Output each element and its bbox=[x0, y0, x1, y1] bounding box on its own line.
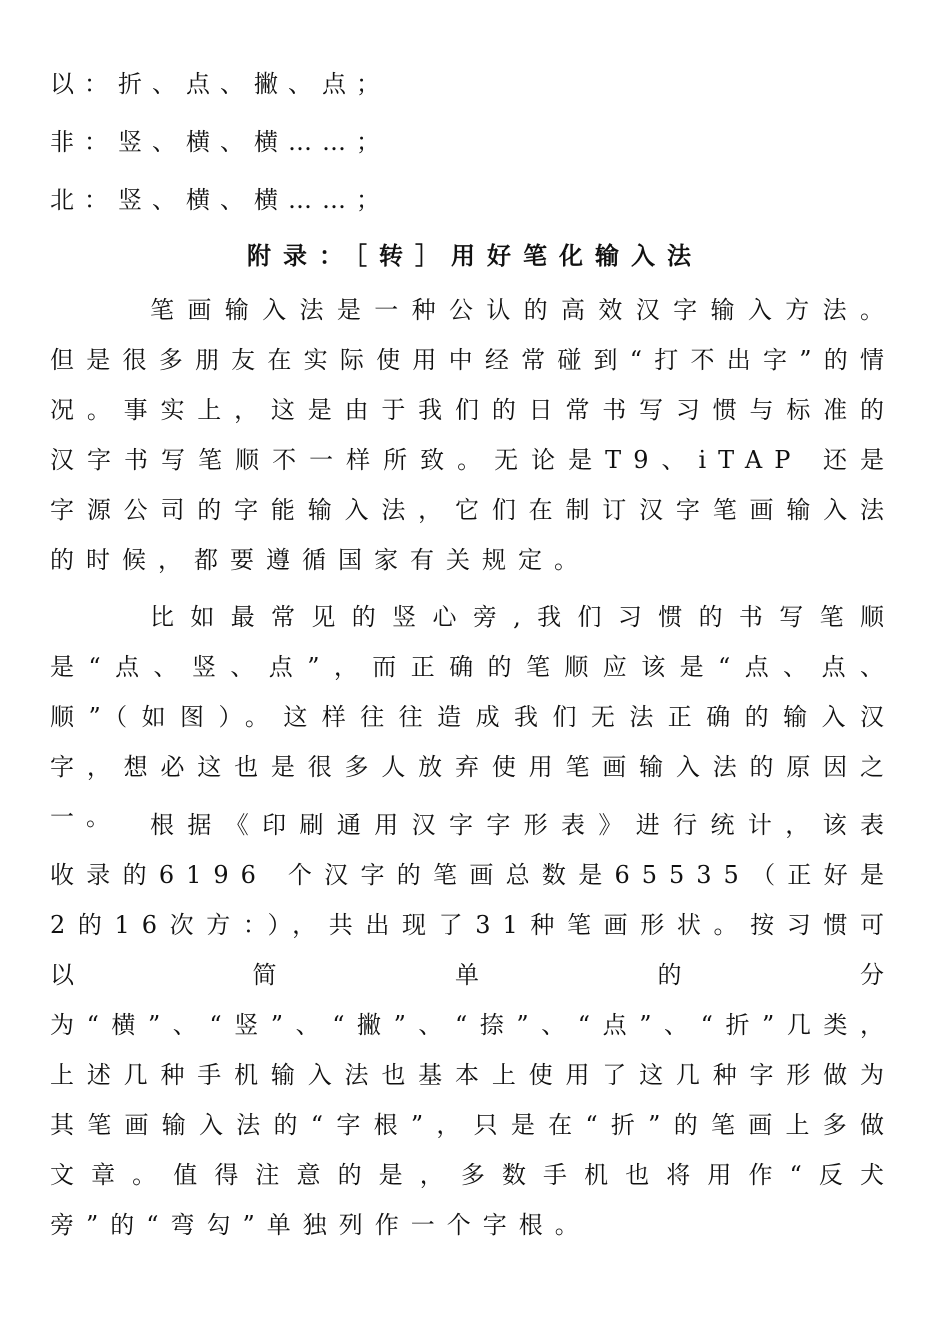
stroke-order-line-yi: 以：折、点、撇、点； bbox=[50, 70, 390, 98]
paragraph-statistics: 根据《印刷通用汉字字形表》进行统计，该表收录的6196 个汉字的笔画总数是65535（正好是2的16次方：），共出现了31种笔画形状。按习惯可以简单的分为“横”、“竖”、“撇”、“捺”、“点”、“折”几类，上述几种手机输入法也基本上使用了这几种字形做为其笔画输入法的“字根”，只是在“折”的笔画上多做文章。值得注意的是，多数手机也将用作“反犬旁”的“弯勾”单独列作一个字根。 bbox=[50, 811, 896, 1239]
appendix-title: 附录：［转］用好笔化输入法 bbox=[247, 242, 703, 270]
stroke-order-line-fei: 非：竖、横、横……； bbox=[50, 128, 390, 156]
paragraph-intro: 笔画输入法是一种公认的高效汉字输入方法。但是很多朋友在实际使用中经常碰到“打不出字”的情况。事实上，这是由于我们的日常书写习惯与标准的汉字书写笔顺不一样所致。无论是T9、iTAP 还是字源公司的字能输入法，它们在制订汉字笔画输入法的时候，都要遵循国家有关规定。 bbox=[50, 296, 896, 574]
paragraph-radical-example: 比如最常见的竖心旁,我们习惯的书写笔顺是“点、竖、点”，而正确的笔顺应该是“点、点、顺”（如图）。这样往往造成我们无法正确的输入汉字，想必这也是很多人放弃使用笔画输入法的原因之一。 bbox=[50, 603, 896, 831]
stroke-order-line-bei: 北：竖、横、横……； bbox=[50, 186, 390, 214]
